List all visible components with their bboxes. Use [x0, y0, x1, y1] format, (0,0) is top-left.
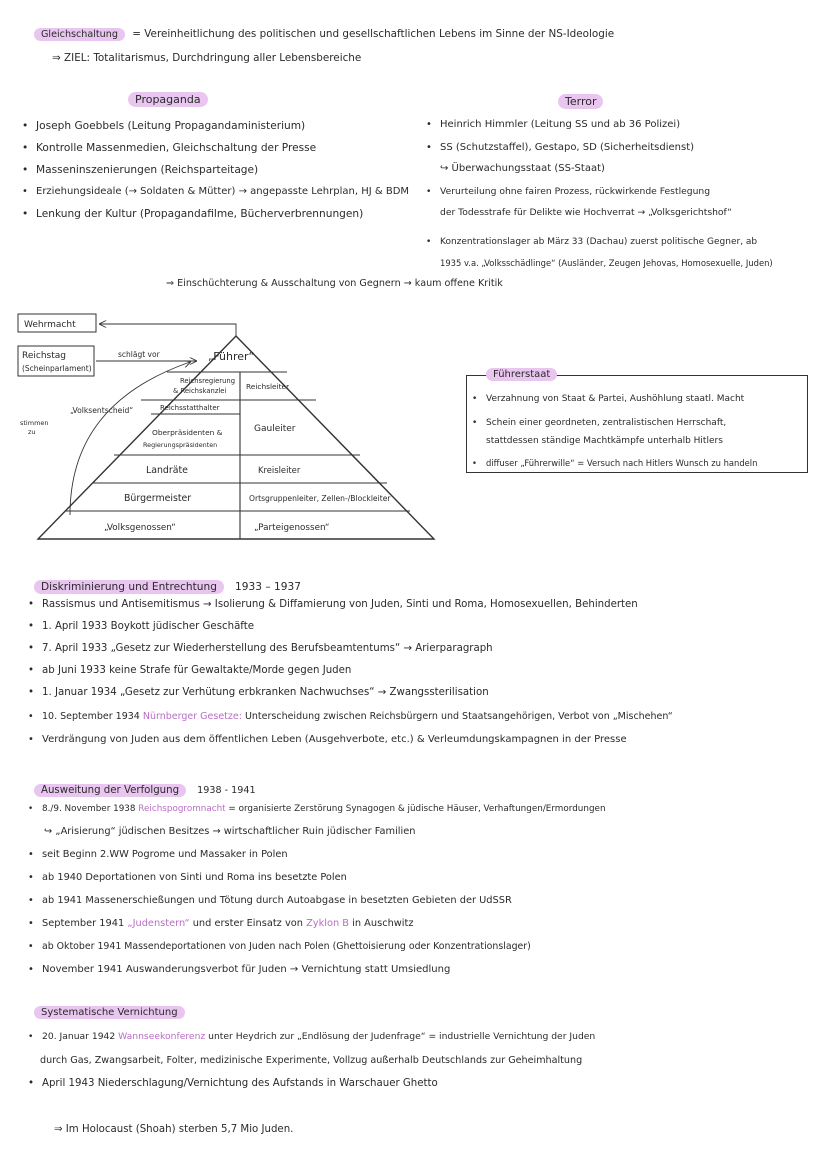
- ausweitung-years: 1938 - 1941: [197, 785, 256, 796]
- terror-result: ⇒ Einschüchterung & Ausschaltung von Gegnern → kaum offene Kritik: [166, 278, 503, 289]
- diskriminierung-item: • Verdrängung von Juden aus dem öffentlichen Leben (Ausgehverbote, etc.) & Verleumdungskampagnen in der Presse: [28, 734, 627, 745]
- ausweitung-item: • ab 1940 Deportationen von Sinti und Roma ins besetzte Polen: [28, 872, 347, 883]
- pyramid-level-left: Bürgermeister: [124, 493, 192, 504]
- holocaust-conclusion: ⇒ Im Holocaust (Shoah) sterben 5,7 Mio Juden.: [54, 1124, 294, 1135]
- diskriminierung-years: 1933 – 1937: [235, 581, 301, 593]
- fuehrerstaat-item: • Verzahnung von Staat & Partei, Aushöhlung staatl. Macht: [472, 394, 745, 404]
- vernichtung-item-sub: durch Gas, Zwangsarbeit, Folter, medizinische Experimente, Vollzug außerhalb Deutschlands zur Geheimhaltung: [40, 1055, 583, 1066]
- terror-item: • Heinrich Himmler (Leitung SS und ab 36 Polizei): [426, 119, 681, 130]
- gleichschaltung-definition: = Vereinheitlichung des politischen und gesellschaftlichen Lebens im Sinne der NS-Ideologie: [132, 28, 615, 40]
- ausweitung-heading: Ausweitung der Verfolgung: [34, 784, 186, 797]
- pyramid-level-left: Oberpräsidenten &: [152, 428, 223, 437]
- pyramid-level-right: Reichsleiter: [246, 382, 290, 391]
- stimmen-zu-label: stimmen: [20, 419, 49, 427]
- fuehrerstaat-heading: Führerstaat: [486, 368, 557, 381]
- terror-item: • SS (Schutzstaffel), Gestapo, SD (Sicherheitsdienst): [426, 142, 695, 153]
- pyramid-level-right: Kreisleiter: [258, 465, 301, 475]
- nuernberger-gesetze-highlight: Nürnberger Gesetze:: [142, 711, 242, 722]
- volksentscheid-label: „Volksentscheid“: [70, 406, 134, 415]
- reichstag-sub-label: (Scheinparlament): [22, 364, 92, 373]
- vernichtung-heading: Systematische Vernichtung: [34, 1006, 185, 1019]
- diskriminierung-item: • ab Juni 1933 keine Strafe für Gewaltakte/Morde gegen Juden: [28, 665, 352, 676]
- propaganda-item: • Lenkung der Kultur (Propagandafilme, Bücherverbrennungen): [22, 208, 364, 220]
- fuehrerstaat-item: • Schein einer geordneten, zentralistischen Herrschaft,: [472, 418, 727, 428]
- diskriminierung-item: • 1. April 1933 Boykott jüdischer Geschäfte: [28, 621, 254, 632]
- diskriminierung-item: • 7. April 1933 „Gesetz zur Wiederherstellung des Berufsbeamtentums“ → Arierparagraph: [28, 643, 493, 654]
- ausweitung-item-sub: ↪ „Arisierung“ jüdischen Besitzes → wirtschaftlicher Ruin jüdischer Familien: [44, 826, 416, 837]
- pyramid-level-left: Reichsstatthalter: [160, 404, 220, 412]
- pyramid-level-left: „Volksgenossen“: [104, 523, 176, 533]
- zyklon-b-highlight: Zyklon B: [306, 918, 350, 929]
- fuehrerstaat-item: • diffuser „Führerwille“ = Versuch nach Hitlers Wunsch zu handeln: [472, 458, 758, 468]
- fuehrerstaat-item-sub: stattdessen ständige Machtkämpfe unterhalb Hitlers: [486, 436, 723, 446]
- wannseekonferenz-highlight: Wannseekonferenz: [118, 1031, 206, 1042]
- ausweitung-heading-line: [34, 778, 256, 797]
- pyramid-level-right: Ortsgruppenleiter, Zellen-/Blockleiter: [249, 494, 391, 503]
- fuehrer-label: „Führer“: [208, 350, 255, 363]
- propaganda-item: • Erziehungsideale (→ Soldaten & Mütter) → angepasste Lehrplan, HJ & BDM: [22, 186, 410, 197]
- stimmen-zu-label-2: zu: [28, 428, 36, 436]
- intro-line: [34, 28, 614, 40]
- schlaegt-vor-label: schlägt vor: [118, 350, 160, 359]
- terror-item: • Konzentrationslager ab März 33 (Dachau) zuerst politische Gegner, ab: [426, 237, 758, 247]
- terror-item-sub: 1935 v.a. „Volksschädlinge“ (Ausländer, Zeugen Jehovas, Homosexuelle, Juden): [440, 258, 773, 268]
- diskriminierung-item: • Rassismus und Antisemitismus → Isolierung & Diffamierung von Juden, Sinti und Roma, Homosexuellen, Behinderten: [28, 599, 638, 610]
- propaganda-item: • Masseninszenierungen (Reichsparteitage): [22, 164, 259, 176]
- wehrmacht-label: Wehrmacht: [24, 320, 76, 330]
- diskriminierung-item: • 1. Januar 1934 „Gesetz zur Verhütung erbkranken Nachwuchses“ → Zwangssterilisation: [28, 687, 489, 698]
- ausweitung-item: • ab 1941 Massenerschießungen und Tötung durch Autoabgase in besetzten Gebieten der UdSSR: [28, 895, 512, 906]
- wehrmacht-arrow: [100, 324, 236, 336]
- propaganda-heading: Propaganda: [128, 92, 208, 107]
- vernichtung-item: • 20. Januar 1942 Wannseekonferenz unter Heydrich zur „Endlösung der Judenfrage“ = industrielle Vernichtung der Juden: [28, 1031, 596, 1042]
- ausweitung-item: • 8./9. November 1938 Reichspogromnacht = organisierte Zerstörung Synagogen & jüdische Häuser, Verhaftungen/Ermordungen: [28, 804, 606, 814]
- judenstern-highlight: „Judenstern“: [127, 918, 190, 929]
- pyramid-level-right: „Parteigenossen“: [254, 523, 330, 533]
- pyramid-level-left: Regierungspräsidenten: [143, 441, 218, 449]
- fuehrer-pyramid: [0, 300, 450, 550]
- pyramid-outline: [38, 336, 434, 539]
- pyramid-level-right: Gauleiter: [254, 424, 296, 434]
- ausweitung-item: • November 1941 Auswanderungsverbot für Juden → Vernichtung statt Umsiedlung: [28, 964, 451, 975]
- diskriminierung-heading-line: [34, 575, 301, 594]
- terror-item-sub: ↪ Überwachungsstaat (SS-Staat): [440, 163, 605, 174]
- pyramid-level-left: Landräte: [146, 465, 188, 476]
- terror-item: • Verurteilung ohne fairen Prozess, rückwirkende Festlegung: [426, 186, 711, 197]
- reichstag-label: Reichstag: [22, 351, 66, 361]
- pyramid-level-left: & Reichskanzlei: [173, 387, 227, 395]
- ausweitung-item: • seit Beginn 2.WW Pogrome und Massaker in Polen: [28, 849, 288, 860]
- terror-heading: Terror: [558, 94, 603, 109]
- ausweitung-item: • September 1941 „Judenstern“ und erster Einsatz von Zyklon B in Auschwitz: [28, 918, 414, 929]
- diskriminierung-item: • 10. September 1934 Nürnberger Gesetze: Unterscheidung zwischen Reichsbürgern und Staatsangehörigen, Verbot von „Mischehen“: [28, 711, 673, 722]
- propaganda-item: • Joseph Goebbels (Leitung Propagandaministerium): [22, 120, 306, 132]
- pyramid-level-left: Reichsregierung: [180, 377, 236, 385]
- propaganda-item: • Kontrolle Massenmedien, Gleichschaltung der Presse: [22, 142, 317, 154]
- reichspogromnacht-highlight: Reichspogromnacht: [138, 804, 226, 814]
- terror-item-sub: der Todesstrafe für Delikte wie Hochverrat → „Volksgerichtshof“: [440, 207, 732, 218]
- diskriminierung-heading: Diskriminierung und Entrechtung: [34, 580, 224, 594]
- goal-line: ⇒ ZIEL: Totalitarismus, Durchdringung aller Lebensbereiche: [52, 52, 362, 64]
- gleichschaltung-term: Gleichschaltung: [34, 28, 125, 41]
- ausweitung-item: • ab Oktober 1941 Massendeportationen von Juden nach Polen (Ghettoisierung oder Konzentrationslager): [28, 941, 531, 952]
- vernichtung-item: • April 1943 Niederschlagung/Vernichtung des Aufstands in Warschauer Ghetto: [28, 1078, 438, 1089]
